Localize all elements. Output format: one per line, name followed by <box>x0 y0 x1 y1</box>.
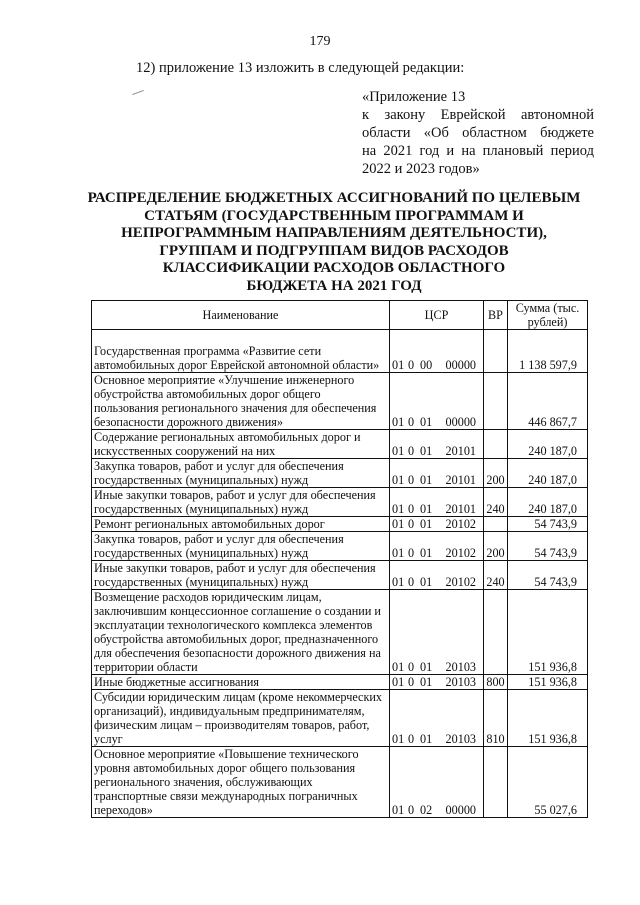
row-vr: 200 <box>484 532 508 561</box>
table-row <box>92 747 588 818</box>
csr-segment: 01 <box>392 473 405 487</box>
table-row <box>92 675 588 690</box>
row-name: Субсидии юридическим лицам (кроме некоммерческих организаций), индивидуальным предпринимателям, физическим лицам – производителям товаров, работ, услуг <box>92 690 390 747</box>
row-name: Содержание региональных автомобильных дорог и искусственных сооружений на них <box>92 430 390 459</box>
annex-line: 2022 и 2023 годов» <box>362 161 480 177</box>
row-name: Возмещение расходов юридическим лицам, заключившим концессионное соглашение о создании и эксплуатации технологического комплекса элементов обустройства автомобильных дорог, предназначенного для обеспечения безопасности дорожного движения на территории области <box>92 590 390 675</box>
annex-note <box>362 88 594 178</box>
csr-segment: 00000 <box>445 803 476 817</box>
row-sum: 240 187,0 <box>508 430 588 459</box>
pen-mark <box>132 90 144 95</box>
table-row <box>92 330 588 373</box>
csr-segment: 01 <box>420 415 433 429</box>
csr-segment: 01 <box>420 444 433 458</box>
table-row <box>92 430 588 459</box>
heading-line: ГРУППАМ И ПОДГРУППАМ ВИДОВ РАСХОДОВ <box>159 242 509 259</box>
row-vr: 810 <box>484 690 508 747</box>
csr-segment: 0 <box>408 358 415 372</box>
annex-line: на 2021 год и на плановый период <box>362 143 594 159</box>
row-vr <box>484 517 508 532</box>
csr-segment: 20102 <box>445 575 476 589</box>
row-csr <box>390 488 484 517</box>
csr-segment: 01 <box>420 546 433 560</box>
header-csr: ЦСР <box>390 301 484 330</box>
csr-segment: 0 <box>408 660 415 674</box>
csr-segment: 20101 <box>445 444 476 458</box>
row-csr <box>390 532 484 561</box>
row-csr <box>390 747 484 818</box>
row-csr <box>390 690 484 747</box>
row-vr: 200 <box>484 459 508 488</box>
page-number: 179 <box>309 34 331 49</box>
row-sum: 151 936,8 <box>508 690 588 747</box>
row-vr <box>484 373 508 430</box>
row-name: Основное мероприятие «Улучшение инженерного обустройства автомобильных дорог общего пользования регионального значения для обеспечения безопасности дорожного движения» <box>92 373 390 430</box>
csr-segment: 0 <box>408 415 415 429</box>
row-csr <box>390 459 484 488</box>
row-sum: 240 187,0 <box>508 459 588 488</box>
csr-segment: 01 <box>392 444 405 458</box>
row-vr <box>484 330 508 373</box>
csr-segment: 20102 <box>445 517 476 531</box>
csr-segment: 01 <box>392 803 405 817</box>
table-row <box>92 373 588 430</box>
csr-segment: 20101 <box>445 473 476 487</box>
csr-segment: 01 <box>392 575 405 589</box>
csr-segment: 01 <box>392 732 405 746</box>
row-vr: 800 <box>484 675 508 690</box>
row-sum: 1 138 597,9 <box>508 330 588 373</box>
row-sum: 151 936,8 <box>508 590 588 675</box>
document-heading <box>84 190 584 296</box>
csr-segment: 0 <box>408 732 415 746</box>
csr-segment: 0 <box>408 502 415 516</box>
csr-segment: 01 <box>420 675 433 689</box>
table-row <box>92 561 588 590</box>
heading-line: СТАТЬЯМ (ГОСУДАРСТВЕННЫМ ПРОГРАММАМ И <box>144 207 524 224</box>
annex-line: к закону Еврейской автономной <box>362 107 594 123</box>
table-row <box>92 459 588 488</box>
row-sum: 54 743,9 <box>508 532 588 561</box>
row-sum: 54 743,9 <box>508 517 588 532</box>
table-row <box>92 517 588 532</box>
csr-segment: 01 <box>392 546 405 560</box>
csr-segment: 01 <box>420 732 433 746</box>
row-csr <box>390 517 484 532</box>
csr-segment: 01 <box>392 675 405 689</box>
row-sum: 446 867,7 <box>508 373 588 430</box>
csr-segment: 20101 <box>445 502 476 516</box>
csr-segment: 0 <box>408 473 415 487</box>
row-name: Основное мероприятие «Повышение технического уровня автомобильных дорог общего пользования регионального значения, обслуживающих транспортные связи международных пограничных переходов» <box>92 747 390 818</box>
header-name: Наименование <box>92 301 390 330</box>
budget-table <box>91 300 588 818</box>
annex-line: «Приложение 13 <box>362 89 466 105</box>
csr-segment: 01 <box>392 358 405 372</box>
row-vr: 240 <box>484 561 508 590</box>
csr-segment: 00000 <box>445 415 476 429</box>
csr-segment: 01 <box>420 517 433 531</box>
csr-segment: 0 <box>408 675 415 689</box>
csr-segment: 0 <box>408 803 415 817</box>
csr-segment: 01 <box>392 415 405 429</box>
heading-line: НЕПРОГРАММНЫМ НАПРАВЛЕНИЯМ ДЕЯТЕЛЬНОСТИ), <box>121 225 547 242</box>
row-name: Закупка товаров, работ и услуг для обеспечения государственных (муниципальных) нужд <box>92 532 390 561</box>
csr-segment: 00000 <box>445 358 476 372</box>
csr-segment: 0 <box>408 575 415 589</box>
row-sum: 54 743,9 <box>508 561 588 590</box>
csr-segment: 01 <box>392 660 405 674</box>
table-header-row <box>92 301 588 330</box>
row-csr <box>390 561 484 590</box>
annex-line: области «Об областном бюджете <box>362 125 594 141</box>
csr-segment: 01 <box>420 575 433 589</box>
csr-segment: 20103 <box>445 660 476 674</box>
heading-line: КЛАССИФИКАЦИИ РАСХОДОВ ОБЛАСТНОГО <box>162 260 506 277</box>
csr-segment: 20102 <box>445 546 476 560</box>
row-name: Иные закупки товаров, работ и услуг для обеспечения государственных (муниципальных) нужд <box>92 561 390 590</box>
table-body <box>92 330 588 818</box>
row-csr <box>390 675 484 690</box>
heading-line: РАСПРЕДЕЛЕНИЕ БЮДЖЕТНЫХ АССИГНОВАНИЙ ПО ЦЕЛЕВЫМ <box>87 190 581 206</box>
row-sum: 240 187,0 <box>508 488 588 517</box>
row-vr <box>484 590 508 675</box>
csr-segment: 01 <box>392 502 405 516</box>
table-row <box>92 590 588 675</box>
row-name: Иные закупки товаров, работ и услуг для обеспечения государственных (муниципальных) нужд <box>92 488 390 517</box>
csr-segment: 01 <box>420 473 433 487</box>
row-csr <box>390 330 484 373</box>
csr-segment: 01 <box>420 660 433 674</box>
row-vr: 240 <box>484 488 508 517</box>
heading-line: БЮДЖЕТА НА 2021 ГОД <box>246 277 422 294</box>
header-vr: ВР <box>484 301 508 330</box>
row-csr <box>390 373 484 430</box>
table-row <box>92 690 588 747</box>
row-name: Ремонт региональных автомобильных дорог <box>92 517 390 532</box>
csr-segment: 20103 <box>445 732 476 746</box>
row-vr <box>484 430 508 459</box>
csr-segment: 01 <box>392 517 405 531</box>
row-csr <box>390 590 484 675</box>
csr-segment: 0 <box>408 444 415 458</box>
csr-segment: 20103 <box>445 675 476 689</box>
row-vr <box>484 747 508 818</box>
header-sum: Сумма (тыс. рублей) <box>508 301 588 330</box>
row-name: Закупка товаров, работ и услуг для обеспечения государственных (муниципальных) нужд <box>92 459 390 488</box>
row-name: Государственная программа «Развитие сети автомобильных дорог Еврейской автономной области» <box>92 330 390 373</box>
row-sum: 151 936,8 <box>508 675 588 690</box>
csr-segment: 01 <box>420 502 433 516</box>
row-csr <box>390 430 484 459</box>
intro-text: 12) приложение 13 изложить в следующей редакции: <box>136 60 465 76</box>
row-sum: 55 027,6 <box>508 747 588 818</box>
csr-segment: 0 <box>408 517 415 531</box>
csr-segment: 0 <box>408 546 415 560</box>
table-row <box>92 532 588 561</box>
table-row <box>92 488 588 517</box>
csr-segment: 02 <box>420 803 433 817</box>
csr-segment: 00 <box>420 358 433 372</box>
row-name: Иные бюджетные ассигнования <box>92 675 390 690</box>
